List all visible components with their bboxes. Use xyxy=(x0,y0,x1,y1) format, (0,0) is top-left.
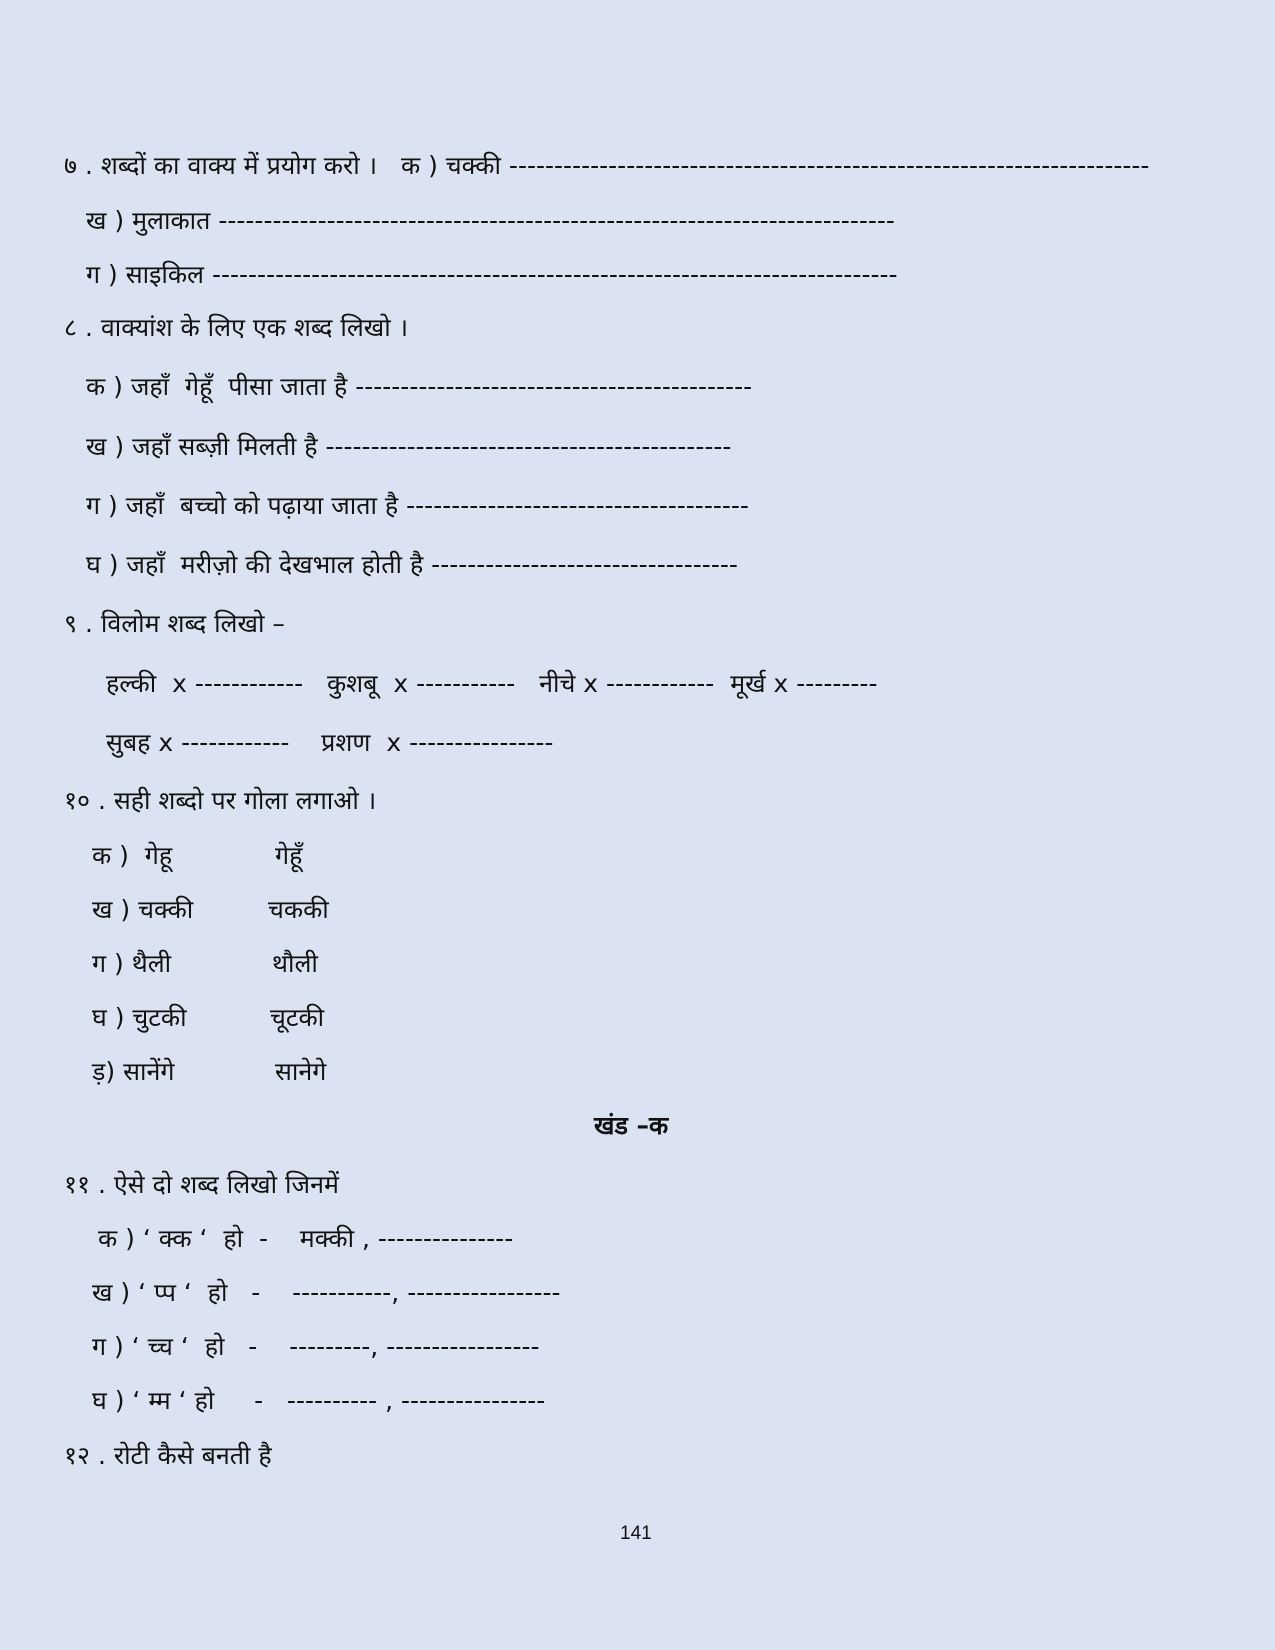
question-10-option-c-alt: थौली xyxy=(272,949,318,978)
question-8-item-a: क ) जहाँ गेहूँ पीसा जाता है -------------------------------------------- xyxy=(86,372,753,401)
question-8-title: ८ . वाक्यांश के लिए एक शब्द लिखो । xyxy=(64,313,409,342)
question-9-antonyms-row-2: सुबह x ------------ प्रशण x ---------------- xyxy=(106,728,554,757)
question-8-item-d: घ ) जहाँ मरीज़ो की देखभाल होती है ---------------------------------- xyxy=(86,550,738,579)
question-10-option-a: क ) गेहू xyxy=(92,841,173,870)
question-10-option-d-alt: चूटकी xyxy=(270,1003,325,1032)
question-7-item-c: ग ) साइकिल ---------------------------------------------------------------------------- xyxy=(86,260,898,289)
question-10-option-e-alt: सानेगे xyxy=(275,1057,327,1086)
question-12-title: १२ . रोटी कैसे बनती है xyxy=(64,1441,272,1470)
question-10-option-d: घ ) चुटकी xyxy=(92,1003,187,1032)
section-heading: खंड –क xyxy=(594,1111,669,1140)
question-11-item-a: क ) ‘ क्क ‘ हो - मक्की , --------------- xyxy=(98,1224,514,1253)
question-11-item-d: घ ) ‘ म्म ‘ हो - ---------- , ---------------- xyxy=(92,1386,546,1415)
question-11-item-b: ख ) ‘ प्प ‘ हो - -----------, ----------------- xyxy=(92,1278,561,1307)
question-10-option-c: ग ) थैली xyxy=(92,949,172,978)
question-9-title: ९ . विलोम शब्द लिखो – xyxy=(64,609,285,638)
page-number: 141 xyxy=(620,1523,652,1544)
question-9-antonyms-row-1: हल्की x ------------ कुशबू x ----------- नीचे x ------------ मूर्ख x --------- xyxy=(106,669,878,698)
question-10-option-b: ख ) चक्की xyxy=(92,895,194,924)
question-7-text: ७ . शब्दों का वाक्य में प्रयोग करो । क ) चक्की ----------------------------------------------------------------------- xyxy=(64,151,1150,180)
question-10-option-a-alt: गेहूँ xyxy=(275,841,303,870)
question-10-option-b-alt: चककी xyxy=(268,895,329,924)
question-7-item-b: ख ) मुलाकात --------------------------------------------------------------------------- xyxy=(86,206,895,235)
question-8-item-c: ग ) जहाँ बच्चो को पढ़ाया जाता है -------------------------------------- xyxy=(86,491,749,520)
question-8-item-b: ख ) जहाँ सब्ज़ी मिलती है --------------------------------------------- xyxy=(86,432,732,461)
question-10-title: १० . सही शब्दो पर गोला लगाओ । xyxy=(64,786,377,815)
question-11-title: ११ . ऐसे दो शब्द लिखो जिनमें xyxy=(64,1170,339,1199)
question-11-item-c: ग ) ‘ च्च ‘ हो - ---------, ----------------- xyxy=(92,1332,540,1361)
question-10-option-e: ड़) सानेंगे xyxy=(92,1057,175,1086)
